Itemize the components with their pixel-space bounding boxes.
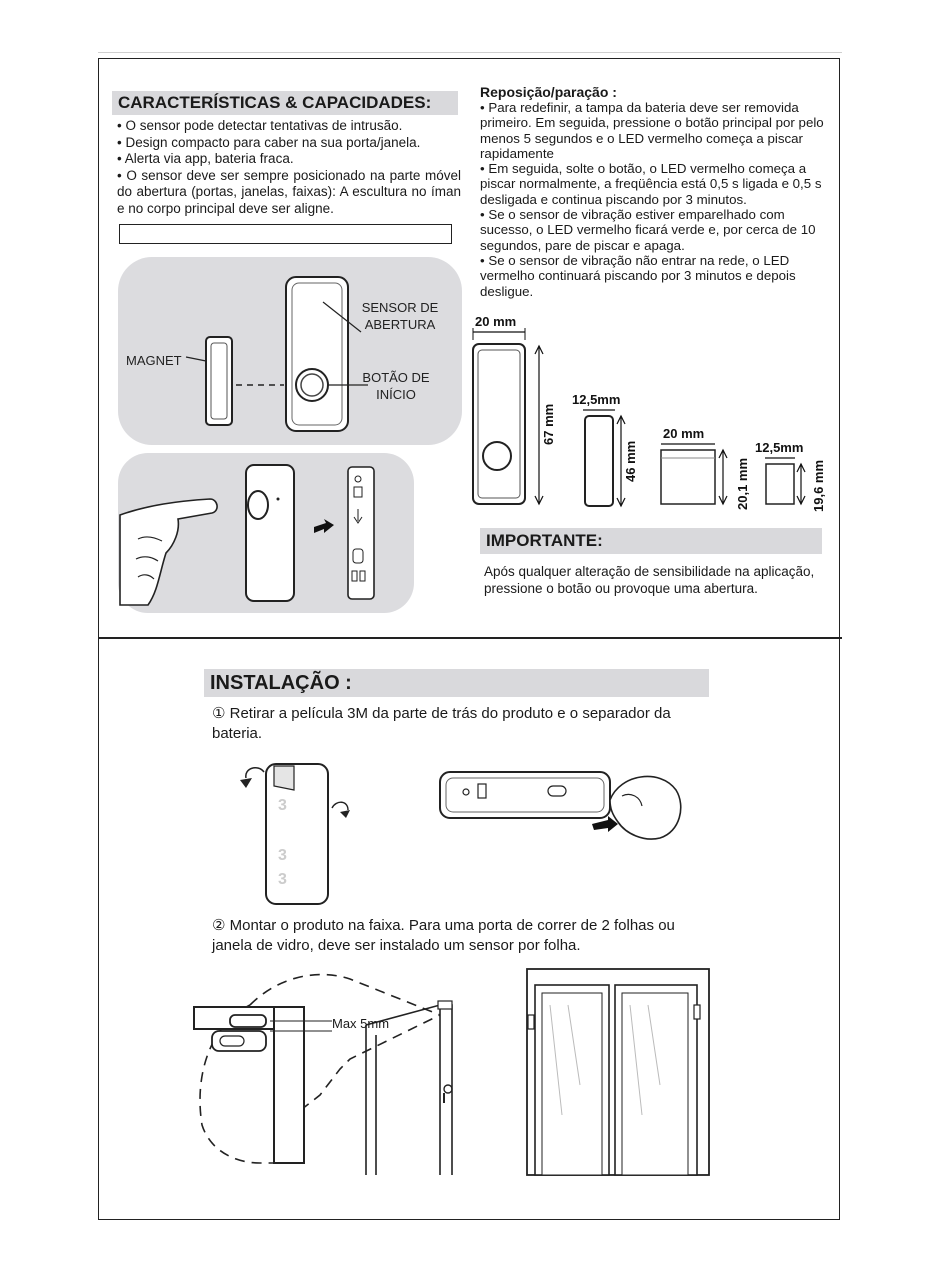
svg-text:3: 3	[278, 847, 287, 864]
press-diagram	[118, 453, 414, 613]
important-text: Após qualquer alteração de sensibilidade na aplicação, pressione o botão ou provoque uma abertura.	[484, 564, 815, 596]
svg-text:3: 3	[278, 797, 287, 814]
peel-illustration	[230, 760, 690, 910]
sensor-front-icon	[246, 465, 294, 601]
dim-sensor-height: 67 mm	[541, 403, 556, 445]
top-rule	[98, 52, 842, 53]
reset-heading: Reposição/paração :	[480, 84, 617, 100]
reset-list	[480, 100, 828, 299]
install-step-2: ② Montar o produto na faixa. Para uma porta de correr de 2 folhas ou janela de vidro, deve ser instalado um sensor por folha.	[212, 917, 675, 954]
arrow-right-icon	[314, 519, 334, 533]
svg-text:3: 3	[278, 871, 287, 888]
dim-sensor-depth: 20,1 mm	[735, 457, 750, 510]
sensor-label: SENSOR DE ABERTURA	[361, 300, 439, 332]
mounting-illustration	[190, 965, 720, 1180]
section-divider	[98, 637, 842, 639]
magnet-label: MAGNET	[126, 353, 182, 368]
max-gap-label: Max 5mm	[332, 1016, 390, 1031]
features-item: • O sensor pode detectar tentativas de intrusão.	[117, 118, 403, 133]
sensor-shape	[286, 277, 348, 431]
important-heading: IMPORTANTE:	[480, 528, 822, 554]
rotate-arrow-icon	[240, 778, 252, 788]
sensor-diagram	[118, 257, 462, 445]
features-list	[117, 118, 461, 217]
dimension-drawings	[465, 310, 835, 520]
dim-sensor-width: 20 mm	[475, 314, 517, 329]
features-heading: CARACTERÍSTICAS & CAPACIDADES:	[112, 91, 458, 115]
dim-magnet-height: 46 mm	[623, 440, 638, 482]
installation-heading: INSTALAÇÃO :	[204, 669, 709, 697]
empty-box	[119, 224, 452, 244]
reset-item: • Se o sensor de vibração estiver emparelhado com sucesso, o LED vermelho ficará verde e, por cerca de 10 segundos, pare de piscar e apaga.	[480, 207, 816, 253]
finger-icon	[120, 499, 217, 605]
hand-icon	[610, 777, 681, 840]
features-item: • O sensor deve ser sempre posicionado na parte móvel do abertura (portas, janelas, faixas): A escultura no íman e no corpo principal deve ser aligne.	[117, 167, 461, 216]
dim-sensor-depth-width: 20 mm	[663, 426, 705, 441]
dim-magnet-width: 12,5mm	[572, 392, 621, 407]
install-step-1: ① Retirar a película 3M da parte de trás do produto e o separador da bateria.	[212, 705, 671, 742]
zoom-magnet	[230, 1015, 266, 1027]
dim-magnet-depth-width: 12,5mm	[755, 440, 804, 455]
reset-item: • Para redefinir, a tampa da bateria deve ser removida primeiro. Em seguida, pressione o botão principal por pelo menos 5 segundos e o LED vermelho começa a piscar rapidamente	[480, 100, 824, 161]
magnet-shape	[206, 337, 232, 425]
features-item: • Alerta via app, bateria fraca.	[117, 151, 294, 166]
reset-item: • Em seguida, solte o botão, o LED vermelho começa a piscar normalmente, a freqüência está 0,5 s ligada e 0,5 s desligada e continua piscando por 3 minutos.	[480, 161, 822, 207]
start-button-label: BOTÃO DE INÍCIO	[362, 370, 430, 402]
reset-item: • Se o sensor de vibração não entrar na rede, o LED vermelho continuará piscando por 3 minutos e depois desligue.	[480, 252, 796, 299]
features-item: • Design compacto para caber na sua porta/janela.	[117, 134, 421, 150]
dim-magnet-depth: 19,6 mm	[811, 459, 826, 512]
